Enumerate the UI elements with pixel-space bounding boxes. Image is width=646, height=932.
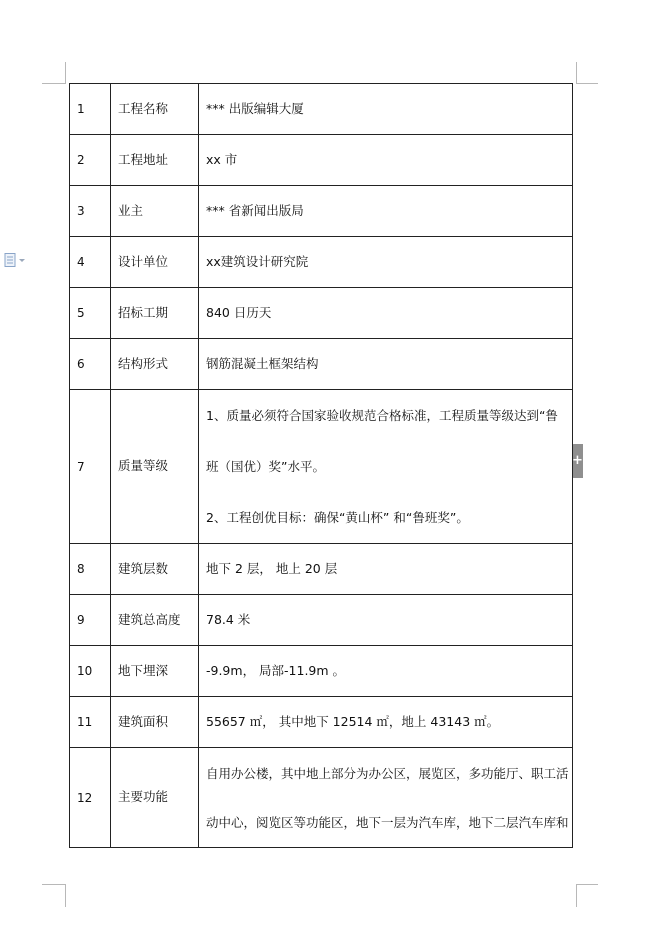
row-label: 建筑层数 <box>111 544 199 595</box>
row-label: 地下埋深 <box>111 646 199 697</box>
row-number: 5 <box>70 288 111 339</box>
row-value: 钢筋混凝土框架结构 <box>199 339 573 390</box>
value-line: 1、质量必须符合国家验收规范合格标准，工程质量等级达到“鲁 <box>206 408 558 423</box>
project-info-table <box>69 83 573 848</box>
row-number: 8 <box>70 544 111 595</box>
row-number: 11 <box>70 697 111 748</box>
row-value <box>199 390 573 544</box>
table-row <box>70 748 573 848</box>
row-label: 主要功能 <box>111 748 199 848</box>
table-row <box>70 288 573 339</box>
row-number: 7 <box>70 390 111 544</box>
row-number: 10 <box>70 646 111 697</box>
table-row <box>70 697 573 748</box>
row-value: 地下 2 层， 地上 20 层 <box>199 544 573 595</box>
row-label: 建筑总高度 <box>111 595 199 646</box>
table-row <box>70 186 573 237</box>
row-number: 4 <box>70 237 111 288</box>
table-row <box>70 390 573 544</box>
row-number: 6 <box>70 339 111 390</box>
crop-mark-bottom-left <box>42 884 66 907</box>
row-value: 78.4 米 <box>199 595 573 646</box>
crop-mark-top-left <box>42 62 66 84</box>
row-value: 840 日历天 <box>199 288 573 339</box>
document-outline-icon[interactable] <box>4 252 28 266</box>
row-label: 业主 <box>111 186 199 237</box>
row-value: -9.9m， 局部-11.9m 。 <box>199 646 573 697</box>
row-value: 55657 ㎡， 其中地下 12514 ㎡，地上 43143 ㎡。 <box>199 697 573 748</box>
row-label: 招标工期 <box>111 288 199 339</box>
crop-mark-top-right <box>576 62 598 84</box>
table-row <box>70 84 573 135</box>
row-number: 12 <box>70 748 111 848</box>
side-panel-expand-tab[interactable]: + <box>572 444 583 478</box>
value-line: 动中心，阅览区等功能区，地下一层为汽车库，地下二层汽车库和 <box>206 814 569 830</box>
row-label: 建筑面积 <box>111 697 199 748</box>
row-number: 1 <box>70 84 111 135</box>
row-value-editable[interactable]: xx建筑设计研究院 <box>199 237 573 288</box>
row-number: 9 <box>70 595 111 646</box>
table-row <box>70 135 573 186</box>
row-value: *** 出版编辑大厦 <box>199 84 573 135</box>
table-row <box>70 544 573 595</box>
row-label: 质量等级 <box>111 390 199 544</box>
crop-mark-bottom-right <box>576 884 598 907</box>
row-value: xx 市 <box>199 135 573 186</box>
table-row <box>70 595 573 646</box>
row-label: 工程名称 <box>111 84 199 135</box>
table-row <box>70 237 573 288</box>
row-number: 3 <box>70 186 111 237</box>
value-line: 班（国优）奖”水平。 <box>206 459 325 474</box>
value-line: 2、工程创优目标：确保“黄山杯” 和“鲁班奖”。 <box>206 510 469 525</box>
row-label: 结构形式 <box>111 339 199 390</box>
row-label: 工程地址 <box>111 135 199 186</box>
row-number: 2 <box>70 135 111 186</box>
row-label: 设计单位 <box>111 237 199 288</box>
row-value: *** 省新闻出版局 <box>199 186 573 237</box>
table-row <box>70 339 573 390</box>
table-row <box>70 646 573 697</box>
row-value <box>199 748 573 848</box>
value-line: 自用办公楼，其中地上部分为办公区，展览区，多功能厅、职工活 <box>206 765 569 781</box>
